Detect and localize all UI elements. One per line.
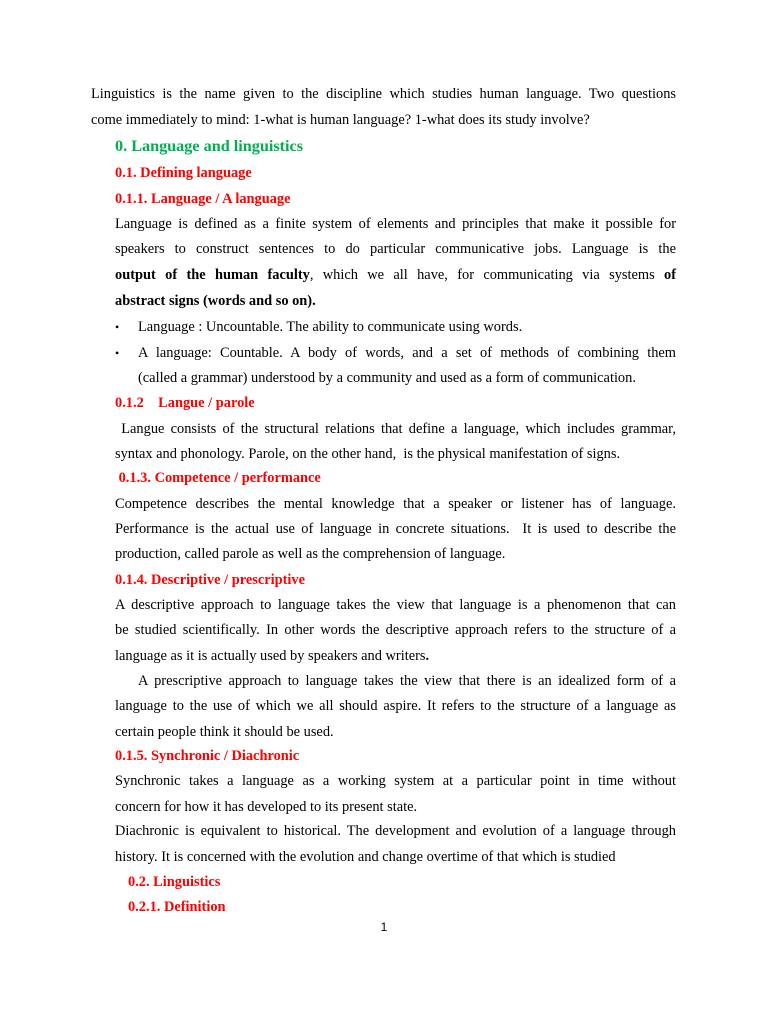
page-number: 1 [380, 920, 388, 934]
heading-linguistics: 0.2. Linguistics [128, 874, 221, 890]
para-competence-line-1: Competence describes the mental knowledge that a speaker or listener has of language. [115, 496, 676, 512]
bold-of: of [664, 267, 676, 283]
period-bold: . [425, 648, 430, 664]
para-descriptive-line-3 [115, 647, 429, 665]
para-competence-line-2: Performance is the actual use of language in concrete situations. It is used to describe the [115, 521, 676, 537]
para-prescriptive-line-2: language to the use of which we all should aspire. It refers to the structure of a language as [115, 698, 676, 714]
para-language-line-3 [115, 266, 676, 284]
para-langue-line-1: Langue consists of the structural relations that define a language, which includes grammar, [115, 421, 676, 437]
bullet-a-language-line-1: A language: Countable. A body of words, and a set of methods of combining them [138, 345, 676, 361]
bold-output-human-faculty: output of the human faculty [115, 267, 310, 283]
para-competence-line-3: production, called parole as well as the comprehension of language. [115, 546, 506, 562]
para-descriptive-line-1: A descriptive approach to language takes the view that language is a phenomenon that can [115, 597, 676, 613]
para-language-line-1: Language is defined as a finite system of elements and principles that make it possible for [115, 216, 676, 232]
para-prescriptive-line-1: A prescriptive approach to language takes the view that there is an idealized form of a [138, 673, 676, 689]
para-language-line-4 [115, 292, 316, 310]
para-synchronic-line-2: concern for how it has developed to its present state. [115, 799, 418, 815]
para-langue-line-2: syntax and phonology. Parole, on the other hand, is the physical manifestation of signs. [115, 446, 621, 462]
bullet-language-uncountable: Language : Uncountable. The ability to communicate using words. [138, 319, 523, 335]
para-diachronic-line-2: history. It is concerned with the evolution and change overtime of that which is studied [115, 849, 616, 865]
intro-line-1: Linguistics is the name given to the discipline which studies human language. Two questions [91, 86, 676, 102]
heading-competence-performance: 0.1.3. Competence / performance [115, 470, 321, 486]
heading-language-a-language: 0.1.1. Language / A language [115, 191, 291, 207]
para-prescriptive-line-3: certain people think it should be used. [115, 724, 334, 740]
bold-abstract-signs: abstract signs (words and so on). [115, 293, 316, 309]
intro-line-2: come immediately to mind: 1-what is human language? 1-what does its study involve? [91, 112, 590, 128]
section-heading-language-and-linguistics: 0. Language and linguistics [115, 137, 304, 155]
para-descriptive-line-2: be studied scientifically. In other words the descriptive approach refers to the structure of a [115, 622, 676, 638]
heading-langue-parole: 0.1.2 Langue / parole [115, 395, 255, 411]
bullet-icon: • [115, 346, 120, 360]
para-language-line-2: speakers to construct sentences to do particular communicative jobs. Language is the [115, 241, 676, 257]
para-language-line-3-rest: , which we all have, for communicating via systems [309, 267, 664, 283]
heading-descriptive-prescriptive: 0.1.4. Descriptive / prescriptive [115, 572, 305, 588]
para-diachronic-line-1: Diachronic is equivalent to historical. The development and evolution of a language through [115, 823, 676, 839]
bullet-icon: • [115, 320, 120, 334]
para-synchronic-line-1: Synchronic takes a language as a working system at a particular point in time without [115, 773, 676, 789]
para-descriptive-line-3-text: language as it is actually used by speakers and writers [115, 648, 426, 664]
heading-synchronic-diachronic: 0.1.5. Synchronic / Diachronic [115, 748, 300, 764]
heading-defining-language: 0.1. Defining language [115, 165, 252, 181]
bullet-a-language-line-2: (called a grammar) understood by a community and used as a form of communication. [138, 370, 636, 386]
heading-definition: 0.2.1. Definition [128, 899, 226, 915]
